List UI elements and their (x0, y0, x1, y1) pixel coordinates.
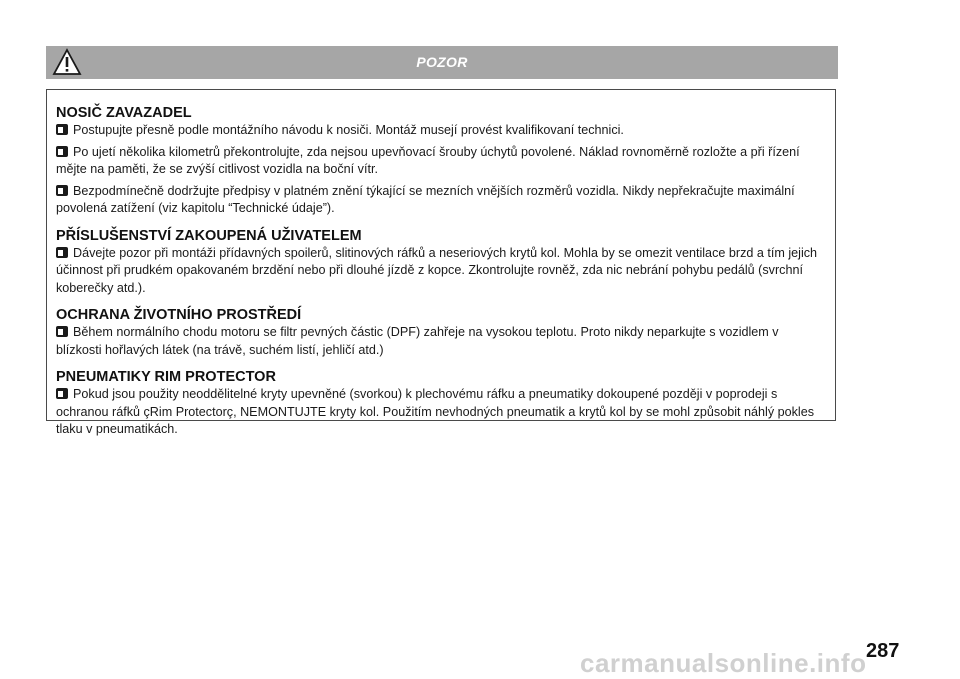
list-item-text: Bezpodmínečně dodržujte předpisy v platném znění týkající se mezních vnějších rozměrů vozidla. Nikdy nepřekračujte maximální povolená zatížení (viz kapitolu “Technické údaje”). (56, 183, 795, 215)
list-item-text: Pokud jsou použity neoddělitelné kryty upevněné (svorkou) k plechovému ráfku a pneumatiky dokoupené později v poprodeji s ochranou ráfků çRim Protectorç, NEMONTUJTE kryty kol. Použitím nevhodných pneumatik a krytů kol by se mohl způsobit náhlý pokles tlaku v pneumatikách. (56, 387, 815, 436)
list-item (56, 144, 826, 179)
section-heading: NOSIČ ZAVAZADEL (56, 105, 192, 121)
bullet-icon (56, 146, 68, 157)
section-heading: OCHRANA ŽIVOTNÍHO PROSTŘEDÍ (56, 307, 302, 323)
bullet-icon (56, 247, 68, 258)
list-item-text: Během normálního chodu motoru se filtr pevných částic (DPF) zahřeje na vysokou teplotu. Proto nikdy neparkujte s vozidlem v blízkosti hořlavých látek (na trávě, suchém listí, jehličí atd.) (56, 325, 779, 357)
banner-title: POZOR (416, 54, 468, 70)
list-item (56, 386, 826, 439)
warning-banner (46, 46, 838, 79)
list-item-text: Po ujetí několika kilometrů překontrolujte, zda nejsou upevňovací šrouby úchytů povolené. Náklad rovnoměrně rozložte a při řízení mějte na paměti, že se zvýší citlivost vozidla na boční vítr. (56, 144, 800, 176)
bullet-icon (56, 185, 68, 196)
bullet-icon (56, 124, 68, 135)
section-heading: PŘÍSLUŠENSTVÍ ZAKOUPENÁ UŽIVATELEM (56, 227, 362, 244)
list-item (56, 324, 826, 359)
bullet-icon (56, 326, 68, 337)
list-item-text: Dávejte pozor při montáži přídavných spoilerů, slitinových ráfků a neseriových krytů kol. Mohla by se omezit ventilace brzd a tím jejich účinnost při prudkém opakovaném brzdění nebo při dlouhé jízdě z kopce. Zkontrolujte rovněž, zda nic nebrání pohybu pedálů (svrchní koberečky atd.). (56, 245, 818, 295)
list-item-text: Postupujte přesně podle montážního návodu k nosiči. Montáž musejí provést kvalifikovaní technici. (73, 123, 624, 137)
warning-box (46, 89, 836, 436)
bullet-icon (56, 388, 68, 399)
list-item (56, 122, 826, 140)
section-heading: PNEUMATIKY RIM PROTECTOR (56, 369, 276, 385)
page-number: 287 (866, 640, 900, 662)
watermark: carmanualsonline.info (580, 648, 867, 678)
list-item (56, 245, 826, 298)
list-item (56, 183, 826, 218)
